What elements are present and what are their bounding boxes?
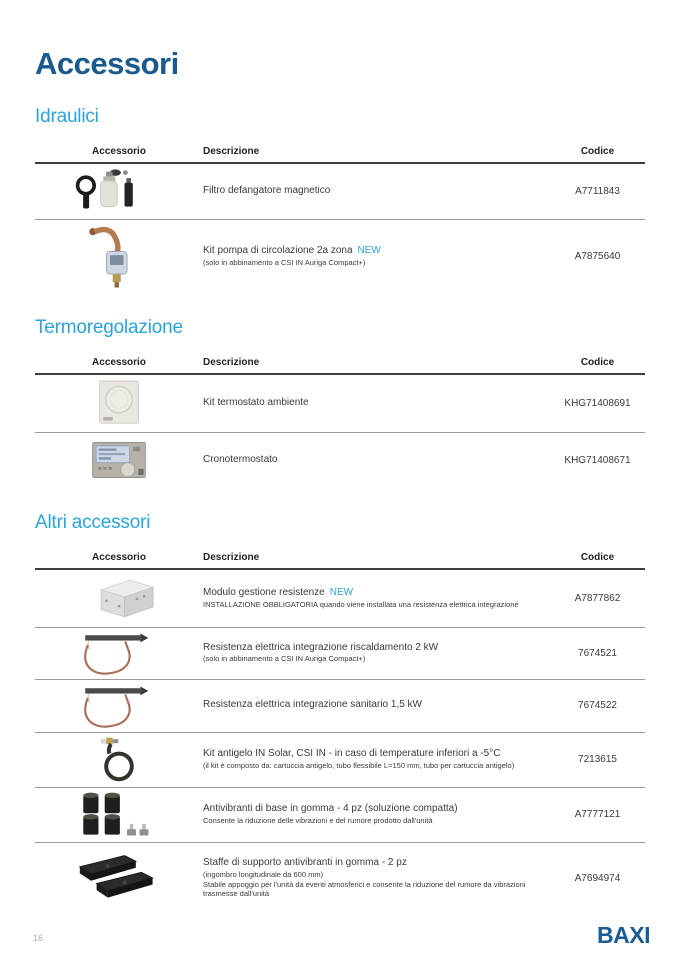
row-subtext: (il kit è composto da: cartuccia antigelo, tubo flessibile L=150 mm, tubo per cartuccia antigelo) — [203, 760, 515, 770]
altri-accessori-table — [35, 552, 645, 914]
row-description: Antivibranti di base in gomma - 4 pz (soluzione compatta) — [203, 803, 458, 815]
row-code: A7711843 — [575, 185, 620, 197]
table-row — [35, 627, 645, 679]
row-subtext: (solo in abbinamento a CSI IN Auriga Compact+) — [203, 654, 366, 664]
row-description: Resistenza elettrica integrazione riscaldamento 2 kW — [203, 641, 439, 653]
row-code: 7674521 — [578, 647, 617, 659]
section-title-altri-accessori: Altri accessori — [35, 512, 151, 533]
column-header-codice: Codice — [580, 357, 615, 368]
page-number: 16 — [33, 933, 44, 943]
row-code: A7877862 — [574, 592, 621, 604]
table-row — [35, 219, 645, 293]
table-row — [35, 732, 645, 787]
row-description: Cronotermostato — [203, 454, 278, 465]
row-code: A7875640 — [574, 250, 621, 262]
circulation-pump-kit-image — [74, 222, 164, 290]
resistance-module-image — [73, 572, 165, 624]
antifreeze-kit-image — [79, 735, 159, 785]
row-subtext: INSTALLAZIONE OBBLIGATORIA quando viene installata una resistenza elettrica integrazione — [203, 599, 519, 609]
row-code: 7674522 — [578, 700, 617, 711]
row-description: Staffe di supporto antivibranti in gomma - 2 pz — [203, 857, 407, 869]
table-row — [35, 842, 645, 914]
row-code: A7694974 — [574, 872, 621, 884]
antivibration-feet-image — [73, 790, 165, 840]
column-header-codice: Codice — [580, 146, 615, 157]
row-description: Kit termostato ambiente — [203, 397, 309, 408]
column-header-descrizione: Descrizione — [203, 146, 260, 157]
column-header-codice: Codice — [580, 552, 615, 563]
section-title-idraulici: Idraulici — [35, 106, 99, 127]
table-header-row — [35, 146, 645, 163]
column-header-accessorio: Accessorio — [92, 357, 146, 368]
row-subtext: (solo in abbinamento a CSI IN Auriga Compact+) — [203, 257, 366, 267]
table-row — [35, 374, 645, 432]
page-title: Accessori — [35, 46, 179, 81]
table-header-row — [35, 357, 645, 374]
column-header-descrizione: Descrizione — [203, 552, 260, 563]
row-description: Modulo gestione resistenze — [203, 587, 325, 599]
row-code: 7213615 — [578, 754, 617, 765]
row-code: KHG71408671 — [564, 454, 631, 466]
magnetic-filter-kit-image — [73, 166, 165, 216]
support-brackets-image — [71, 850, 167, 906]
termoregolazione-table — [35, 357, 645, 488]
row-code: KHG71408691 — [564, 397, 631, 409]
row-description: Resistenza elettrica integrazione sanitario 1,5 kW — [203, 699, 422, 711]
baxi-logo: BAXI — [597, 922, 650, 948]
programmable-thermostat-image — [75, 435, 163, 485]
room-thermostat-image — [75, 377, 163, 429]
row-subtext: Consente la riduzione delle vibrazioni e del rumore prodotto dall'unità — [203, 815, 433, 825]
row-description: Filtro defangatore magnetico — [203, 185, 331, 196]
column-header-accessorio: Accessorio — [92, 552, 146, 563]
new-badge: NEW — [329, 587, 354, 599]
row-code: A7777121 — [574, 809, 621, 820]
row-description: Kit pompa di circolazione 2a zona — [203, 245, 353, 257]
table-row — [35, 787, 645, 842]
page-content — [0, 46, 678, 914]
table-row — [35, 163, 645, 219]
row-description: Kit antigelo IN Solar, CSI IN - in caso di temperature inferiori a -5°C — [203, 748, 501, 760]
dhw-resistance-image — [73, 682, 165, 730]
table-row — [35, 432, 645, 488]
section-title-termoregolazione: Termoregolazione — [35, 317, 183, 338]
new-badge: NEW — [357, 245, 381, 257]
table-row — [35, 679, 645, 732]
table-header-row — [35, 552, 645, 569]
heating-resistance-image — [73, 629, 165, 677]
row-subtext: Stabile appoggio per l'unità da eventi atmosferici e consente la riduzione del rumore da vibrazioni trasmesse dall'unità — [203, 879, 526, 899]
row-subtext: (ingombro longitudinale da 600 mm) — [203, 869, 324, 879]
idraulici-table — [35, 146, 645, 293]
table-row — [35, 569, 645, 627]
column-header-descrizione: Descrizione — [203, 357, 260, 368]
column-header-accessorio: Accessorio — [92, 146, 146, 157]
